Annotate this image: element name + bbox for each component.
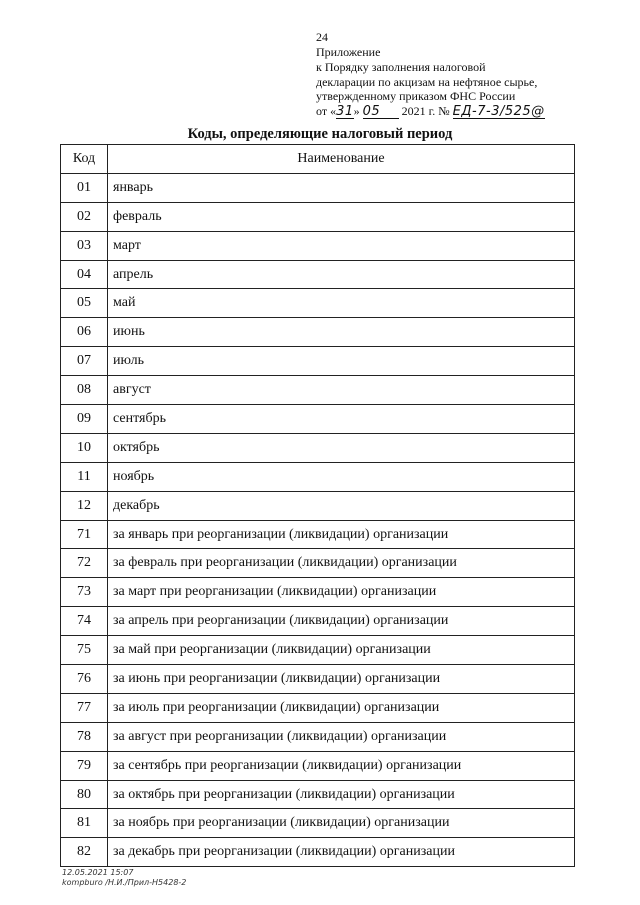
table-row [61, 665, 575, 694]
row-name: февраль [108, 202, 575, 231]
row-name: август [108, 376, 575, 405]
table-header-row [61, 145, 575, 174]
date-year: 2021 г. № [401, 104, 450, 119]
footer-timestamp: 12.05.2021 15:07 [62, 868, 134, 877]
row-code: 09 [61, 405, 108, 434]
table-row [61, 607, 575, 636]
row-name: за ноябрь при реорганизации (ликвидации) организации [108, 809, 575, 838]
table-row [61, 289, 575, 318]
row-code: 10 [61, 433, 108, 462]
table-row [61, 347, 575, 376]
table-row [61, 838, 575, 867]
header-line: Приложение [316, 45, 381, 59]
table-body [61, 173, 575, 866]
row-code: 79 [61, 751, 108, 780]
row-name: апрель [108, 260, 575, 289]
row-code: 06 [61, 318, 108, 347]
row-code: 76 [61, 665, 108, 694]
row-name: за март при реорганизации (ликвидации) организации [108, 578, 575, 607]
row-name: март [108, 231, 575, 260]
row-name: январь [108, 173, 575, 202]
table-row [61, 260, 575, 289]
table-title: Коды, определяющие налоговый период [187, 126, 453, 142]
row-name: декабрь [108, 491, 575, 520]
row-code: 78 [61, 722, 108, 751]
row-code: 03 [61, 231, 108, 260]
period-codes-table [60, 144, 575, 867]
appendix-header [316, 45, 606, 119]
row-name: за октябрь при реорганизации (ликвидации) организации [108, 780, 575, 809]
row-code: 72 [61, 549, 108, 578]
table-row [61, 722, 575, 751]
column-header-code: Код [61, 145, 108, 174]
row-name: за май при реорганизации (ликвидации) организации [108, 636, 575, 665]
row-code: 04 [61, 260, 108, 289]
footer-doc-ref: kompburo /Н.И./Прил-Н5428-2 [62, 878, 187, 887]
table-row [61, 376, 575, 405]
row-code: 12 [61, 491, 108, 520]
order-date-line [316, 104, 606, 119]
row-code: 71 [61, 520, 108, 549]
handwritten-day: 31 [336, 104, 354, 120]
table-row [61, 173, 575, 202]
header-line: декларации по акцизам на нефтяное сырье, [316, 74, 538, 89]
row-name: ноябрь [108, 462, 575, 491]
row-code: 82 [61, 838, 108, 867]
row-name: за январь при реорганизации (ликвидации) организации [108, 520, 575, 549]
header-line: к Порядку заполнения налоговой [316, 59, 486, 74]
table-row [61, 636, 575, 665]
table-row [61, 693, 575, 722]
date-prefix: от « [316, 104, 337, 119]
handwritten-order-number: ЕД-7-3/525@ [452, 104, 545, 120]
row-name: май [108, 289, 575, 318]
row-name: за сентябрь при реорганизации (ликвидации) организации [108, 751, 575, 780]
page-number: 24 [316, 30, 328, 44]
table-row [61, 491, 575, 520]
table-row [61, 549, 575, 578]
table-row [61, 231, 575, 260]
table-row [61, 751, 575, 780]
date-separator: » [353, 104, 360, 119]
row-name: октябрь [108, 433, 575, 462]
table-row [61, 809, 575, 838]
row-code: 73 [61, 578, 108, 607]
row-code: 11 [61, 462, 108, 491]
row-code: 80 [61, 780, 108, 809]
row-name: сентябрь [108, 405, 575, 434]
row-name: за декабрь при реорганизации (ликвидации) организации [108, 838, 575, 867]
table-row [61, 780, 575, 809]
row-code: 77 [61, 693, 108, 722]
row-code: 81 [61, 809, 108, 838]
row-code: 74 [61, 607, 108, 636]
row-name: за август при реорганизации (ликвидации) организации [108, 722, 575, 751]
row-code: 07 [61, 347, 108, 376]
table-row [61, 520, 575, 549]
row-name: июнь [108, 318, 575, 347]
header-line: утвержденному приказом ФНС России [316, 89, 516, 104]
row-name: за июль при реорганизации (ликвидации) организации [108, 693, 575, 722]
table-row [61, 202, 575, 231]
table-row [61, 462, 575, 491]
table-row [61, 578, 575, 607]
row-name: за июнь при реорганизации (ликвидации) организации [108, 665, 575, 694]
table-row [61, 433, 575, 462]
row-code: 08 [61, 376, 108, 405]
row-name: июль [108, 347, 575, 376]
footer-note [62, 868, 186, 888]
handwritten-month: 05 [363, 105, 399, 119]
column-header-name: Наименование [108, 145, 575, 174]
row-name: за апрель при реорганизации (ликвидации) организации [108, 607, 575, 636]
row-name: за февраль при реорганизации (ликвидации) организации [108, 549, 575, 578]
row-code: 05 [61, 289, 108, 318]
table-row [61, 405, 575, 434]
row-code: 75 [61, 636, 108, 665]
row-code: 02 [61, 202, 108, 231]
row-code: 01 [61, 173, 108, 202]
table-row [61, 318, 575, 347]
